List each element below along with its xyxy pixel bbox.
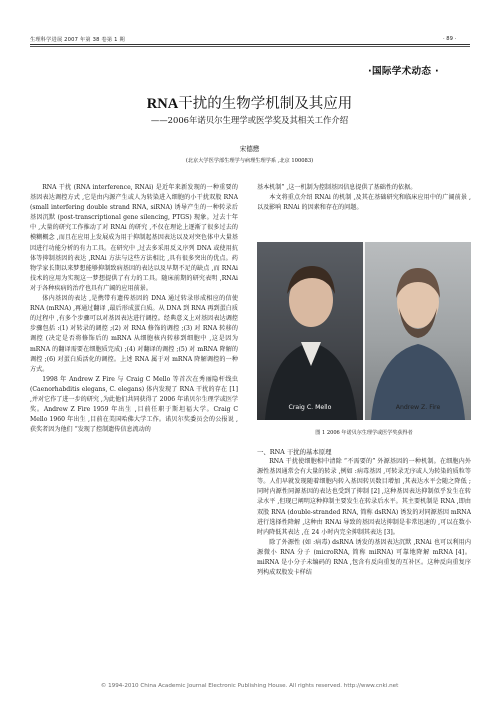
page-number: · 89 · <box>443 36 457 42</box>
left-column <box>30 183 238 671</box>
paragraph: 本文将重点介绍 RNAi 的机制 ,及其在基础研究和临床应用中的广阔前景 ,以及影响 RNAi 的因素和存在的问题。 <box>257 194 471 212</box>
header-rule-thin <box>30 46 470 47</box>
paragraph: 基本机制” ,这一机制为控制基因信息提供了基础性的依据。 <box>257 184 417 191</box>
section-heading: 一、RNA 干扰的基本原理 <box>257 448 332 456</box>
journal-header: 生理科学进展 2007 年第 38 卷第 1 期 <box>30 37 125 43</box>
author-affiliation: (北京大学医学部生理学与病理生理学系 ,北京 100083) <box>185 158 314 164</box>
caption-mello: Craig C. Mello <box>288 404 332 411</box>
photo-fire <box>365 242 471 420</box>
article-subtitle: ——2006年诺贝尔生理学或医学奖及其相关工作介绍 <box>150 115 349 125</box>
article-title <box>0 92 499 113</box>
paragraph: RNA 干扰 (RNA interference, RNAi) 是近年来新发现的一种重要的基因表达调控方式 ,它是由内源产生或人为转染进入细胞的小干扰双股 RNA (small interfering double strand RNA, siRNA) 诱导产生的一种转录后基因沉默 (post-transcriptional gene silencing, PTGS) 现象。过去十年中 ,大量的研究工作推动了对 RNAi 的研究 ,不仅在理论上逐渐了很多过去的模糊概念 ,而且在应用上发展成为用于抑制起基因表达以及对突色体中大量基因进行功能分析的有力工具。在研究中 ,过去多采用反义序列 DNA 或使用抗体等抑制基因的表达 ,RNAi 方法与这些方法相比 ,具有很多突出的优点。药物学家长期以来梦想能够抑制致病基因的表达以及早期不足的缺点 ,而 RNAi 技术的应用为实现这一梦想提供了有力的工具。随床前期的研究表明 ,RNAi 对于各种疾病的治疗也具有广阔的应用前景。 <box>30 184 238 292</box>
right-column-top <box>257 183 471 235</box>
portrait-mello <box>257 242 363 420</box>
paragraph: 1998 年 Andrew Z Fire 与 Craig C Mello 等首次在秀丽隐杆线虫 (Caenorhabditis elegans, C. elegans) 体内发现了 RNA 干扰的存在 [1] ,并对它作了进一步的研究 ,为此他们共同获得了 2006 年诺贝尔生理学或医学奖。Andrew Z Fire 1959 年出生 ,目前任职于斯坦福大学。Craig C Mello 1960 年出生 ,目前在美国哈佛大学工作。诺贝尔奖委员会的公报说 ,获奖者因为他们 “发现了控制遗传信息流动的 <box>30 375 238 434</box>
photo-mello <box>257 242 363 420</box>
header-rule <box>30 44 470 45</box>
laureates-figure <box>257 242 471 420</box>
title-prefix: RNA <box>146 96 179 112</box>
title-rest: 干扰的生物学机制及其应用 <box>178 96 353 112</box>
caption-fire: Andrew Z. Fire <box>395 404 441 411</box>
portrait-fire <box>365 242 471 420</box>
right-column-bottom <box>257 447 471 677</box>
paragraph: 除了外源性 (如 :病毒) dsRNA 诱发的基因表达沉默 ,RNAi 也可以利用内源微小 RNA 分子 (microRNA, 简称 miRNA) 可靠地降解 mRNA [4]。miRNA 是小分子未编码的 RNA ,包含有反向重复的互补区。这种反向重复序列构成双股发卡样结 <box>257 538 471 577</box>
figure-caption: 图 1 2006 年诺贝尔生理学或医学奖获得者 <box>315 430 413 436</box>
column-label: ·国际学术动态 · <box>368 66 439 77</box>
paragraph: RNA 干扰使细胞相中清除 “不需要的” 外源基因的一种机制。在细胞内外源性基因通常会有大量的转录 ,例如 :病毒基因 ,可转录无序或人为转染的质粒等等。人们早就发现随着细胞内转入基因转贝数目增加 ,其表达水平会随之降低 ;同时内源性同源基因的表达也受到了抑制 [2] ,这种基因表达抑制似乎发生在转录水平 ,但现已阐明这种抑制主要发生在转录后水平。其主要机制是 RNA ,即由双股 RNA (double-stranded RNA, 简称 dsRNA) 诱发的对同源基因 mRNA 进行选择性降解 ,这种由 RNAi 导致的基因表达抑制是非常迅速的 ,可以在数小时内降低其表达 ,在 24 小时内完全抑制其表达 [3]。 <box>257 458 471 536</box>
paragraph: 体内基因的表达 ,是携带有遗传基因的 DNA 通过转录形成相应的信使 RNA (mRNA) ,再通过翻译 ,最后形成蛋白质。从 DNA 到 RNA 再到蛋白质的过程中 ,有多个步骤可以对基因表达进行调控。经典意义上对基因表达调控步骤包括 :(1) 对转录的调控 ;(2) 对 RNA 修饰的调控 ;(3) 对 RNA 转移的调控 (决定是否将修饰后的 mRNA 从细胞核内转移到细胞中 ,这是因为 mRNA 的翻译需要在细胞质完成) ;(4) 对翻译的调控 ;(5) 对 mRNA 降解的调控 ;(6) 对蛋白质活化的调控。上述 RNA 属于对 mRNA 降解调控的一种方式。 <box>30 295 238 373</box>
author-name: 宋德懋 <box>239 145 260 153</box>
copyright-footer: © 1994-2010 China Academic Journal Electronic Publishing House. All rights reserved. http://www.cnki.net <box>100 683 399 689</box>
